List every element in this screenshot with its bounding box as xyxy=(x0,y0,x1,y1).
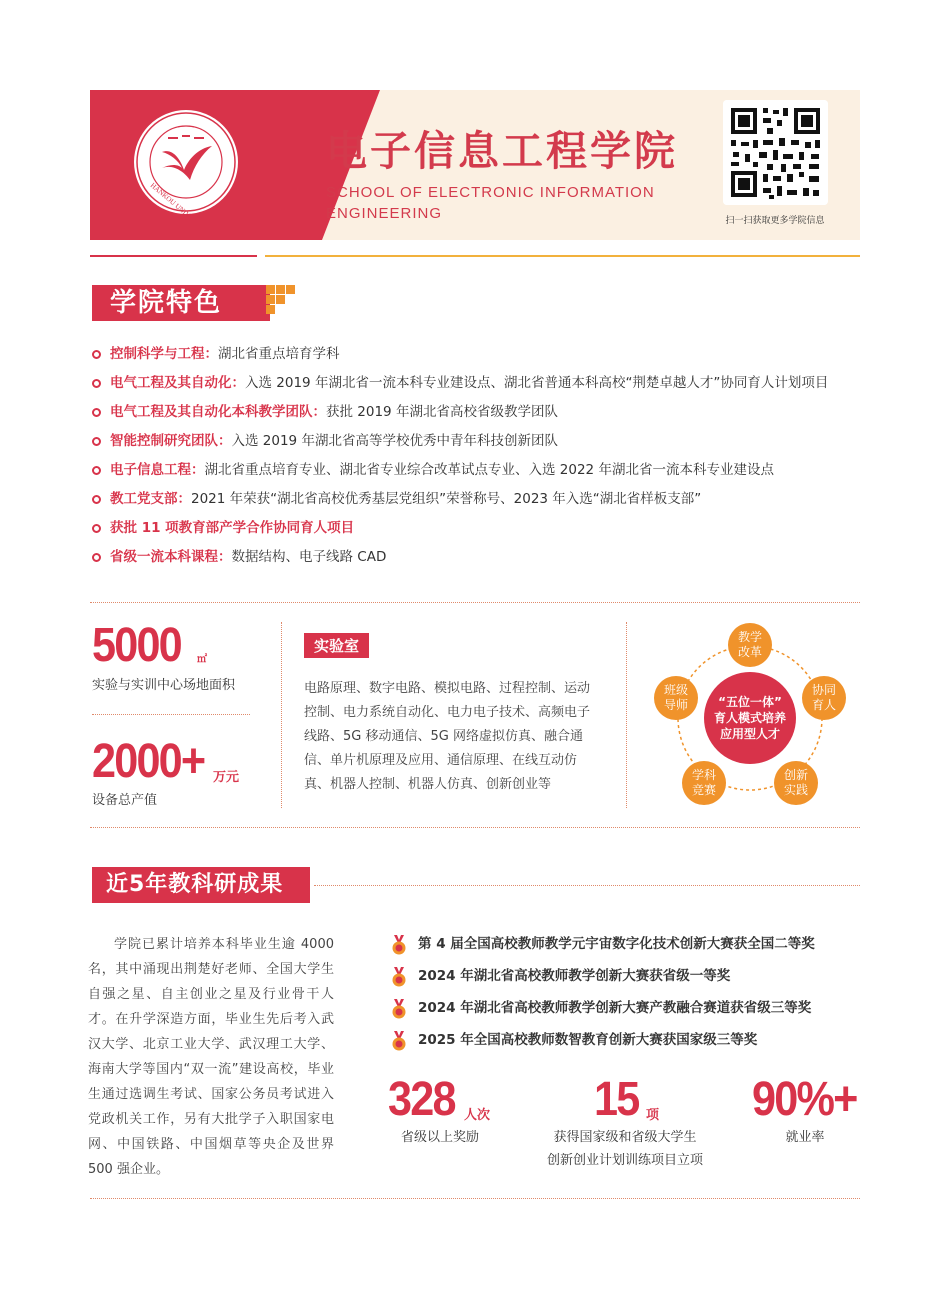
medal-icon xyxy=(388,934,410,956)
award-text: 2025 年全国高校教师数智教育创新大赛获国家级三等奖 xyxy=(418,1032,758,1048)
feature-text: 入选 2019 年湖北省高等学校优秀中青年科技创新团队 xyxy=(231,433,558,449)
award-text: 2024 年湖北省高校教师教学创新大赛产教融合赛道获省级三等奖 xyxy=(418,1000,812,1016)
stat-employment-value: 90%+ xyxy=(752,1073,857,1126)
list-item xyxy=(92,514,828,543)
feature-key: 电气工程及其自动化： xyxy=(110,375,245,391)
bullet-icon xyxy=(92,379,101,388)
list-item xyxy=(92,485,828,514)
header-banner xyxy=(90,90,860,240)
area-label: 实验与实训中心场地面积 xyxy=(92,678,236,693)
stat-employment-label: 就业率 xyxy=(785,1130,825,1145)
qr-caption: 扫一扫获取更多学院信息 xyxy=(725,216,825,226)
diagram-node-label: 创新 xyxy=(783,768,809,782)
feature-key: 电气工程及其自动化本科教学团队： xyxy=(110,404,326,420)
feature-text: 入选 2019 年湖北省一流本科专业建设点、湖北省普通本科高校“荆楚卓越人才”协同育人计划项目 xyxy=(245,375,829,391)
award-text: 2024 年湖北省高校教师教学创新大赛获省级一等奖 xyxy=(418,968,731,984)
feature-text: 湖北省重点培育专业、湖北省专业综合改革试点专业、入选 2022 年湖北省一流本科专业建设点 xyxy=(204,462,774,478)
list-item xyxy=(92,398,828,427)
qr-code[interactable] xyxy=(723,100,828,205)
feature-text: 2021 年荣获“湖北省高校优秀基层党组织”荣誉称号、2023 年入选“湖北省样板支部” xyxy=(191,491,702,507)
diagram-node-label: 育人 xyxy=(811,698,837,712)
award-text: 第 4 届全国高校教师教学元宇宙数字化技术创新大赛获全国二等奖 xyxy=(418,936,815,952)
area-value: 5000 xyxy=(92,619,181,672)
feature-text: 数据结构、电子线路 CAD xyxy=(231,549,387,565)
lab-badge: 实验室 xyxy=(304,633,369,658)
bullet-icon xyxy=(92,466,101,475)
equipment-label: 设备总产值 xyxy=(92,793,158,808)
header-divider-red xyxy=(90,255,257,257)
award-item xyxy=(388,1024,815,1056)
award-item xyxy=(388,960,815,992)
diagram-node-label: 班级 xyxy=(663,683,689,697)
equipment-unit: 万元 xyxy=(213,770,240,785)
diagram-center-line: 育人模式培养 xyxy=(713,711,787,725)
section-heading-research: 近5年教科研成果 xyxy=(92,867,310,903)
feature-key: 获批 11 项教育部产学合作协同育人项目 xyxy=(110,520,355,536)
bullet-icon xyxy=(92,437,101,446)
section-heading-features: 学院特色 xyxy=(92,285,270,321)
stat-projects-value: 15 xyxy=(594,1073,639,1126)
divider-vertical xyxy=(626,622,627,808)
heading-decoration xyxy=(266,283,296,323)
feature-key: 智能控制研究团队： xyxy=(110,433,232,449)
features-list xyxy=(92,340,828,572)
stat-awards-label: 省级以上奖励 xyxy=(400,1130,479,1145)
award-item xyxy=(388,992,815,1024)
feature-text: 湖北省重点培育学科 xyxy=(218,346,340,362)
page-title: 电子信息工程学院 xyxy=(326,127,678,175)
list-item xyxy=(92,543,828,572)
stat-projects-label: 获得国家级和省级大学生 xyxy=(553,1130,697,1145)
stat-awards-value: 328 xyxy=(388,1073,455,1126)
award-item xyxy=(388,928,815,960)
diagram-center-line: 应用型人才 xyxy=(719,727,781,741)
stat-projects-unit: 项 xyxy=(646,1108,660,1123)
stat-awards-unit: 人次 xyxy=(464,1108,491,1123)
feature-key: 控制科学与工程： xyxy=(110,346,218,362)
medal-icon xyxy=(388,998,410,1020)
medal-icon xyxy=(388,1030,410,1052)
divider xyxy=(314,885,860,886)
feature-key: 省级一流本科课程： xyxy=(110,549,232,565)
diagram-center-line: “五位一体” xyxy=(718,695,782,709)
area-unit: ㎡ xyxy=(197,654,207,665)
five-in-one-diagram xyxy=(648,618,858,808)
feature-text: 获批 2019 年湖北省高校省级教学团队 xyxy=(326,404,558,420)
medal-icon xyxy=(388,966,410,988)
list-item xyxy=(92,427,828,456)
list-item xyxy=(92,456,828,485)
equipment-value: 2000+ xyxy=(92,735,205,788)
bullet-icon xyxy=(92,408,101,417)
list-item xyxy=(92,369,828,398)
feature-key: 电子信息工程： xyxy=(110,462,205,478)
university-logo xyxy=(132,108,240,216)
header-divider-orange xyxy=(265,255,860,257)
diagram-node-label: 改革 xyxy=(737,645,763,659)
lab-courses-text: 电路原理、数字电路、模拟电路、过程控制、运动控制、电力系统自动化、电力电子技术、高频电子线路、5G 移动通信、5G 网络虚拟仿真、融合通信、单片机原理及应用、通信原理、在线互动仿真、机器人控制、机器人仿真、创新创业等 xyxy=(304,681,591,792)
bullet-icon xyxy=(92,553,101,562)
awards-list xyxy=(388,928,815,1056)
divider-vertical xyxy=(281,622,282,808)
list-item xyxy=(92,340,828,369)
stat-projects-label-2: 创新创业计划训练项目立项 xyxy=(546,1153,703,1168)
bullet-icon xyxy=(92,495,101,504)
bullet-icon xyxy=(92,350,101,359)
page-subtitle: SCHOOL OF ELECTRONIC INFORMATION ENGINEERING xyxy=(326,184,655,222)
research-summary: 学院已累计培养本科毕业生逾 4000 名，其中涌现出荆楚好老师、全国大学生自强之星、自主创业之星及行业骨干人才。在升学深造方面，毕业生先后考入武汉大学、北京工业大学、武汉理工大学、海南大学等国内“双一流”建设高校，毕业生通过选调生考试、国家公务员考试进入党政机关工作，另有大批学子入职国家电网、中国铁路、中国烟草等央企及世界 500 强企业。 xyxy=(88,937,334,1177)
diagram-node-label: 导师 xyxy=(663,698,689,712)
feature-key: 教工党支部： xyxy=(110,491,191,507)
diagram-node-label: 竞赛 xyxy=(691,783,717,797)
diagram-node-label: 教学 xyxy=(737,630,763,644)
divider xyxy=(92,714,250,715)
diagram-node-label: 协同 xyxy=(811,683,837,697)
divider xyxy=(90,1198,860,1199)
diagram-node-label: 实践 xyxy=(783,783,809,797)
divider xyxy=(90,602,860,603)
divider xyxy=(90,827,860,828)
bullet-icon xyxy=(92,524,101,533)
diagram-node-label: 学科 xyxy=(691,768,717,782)
